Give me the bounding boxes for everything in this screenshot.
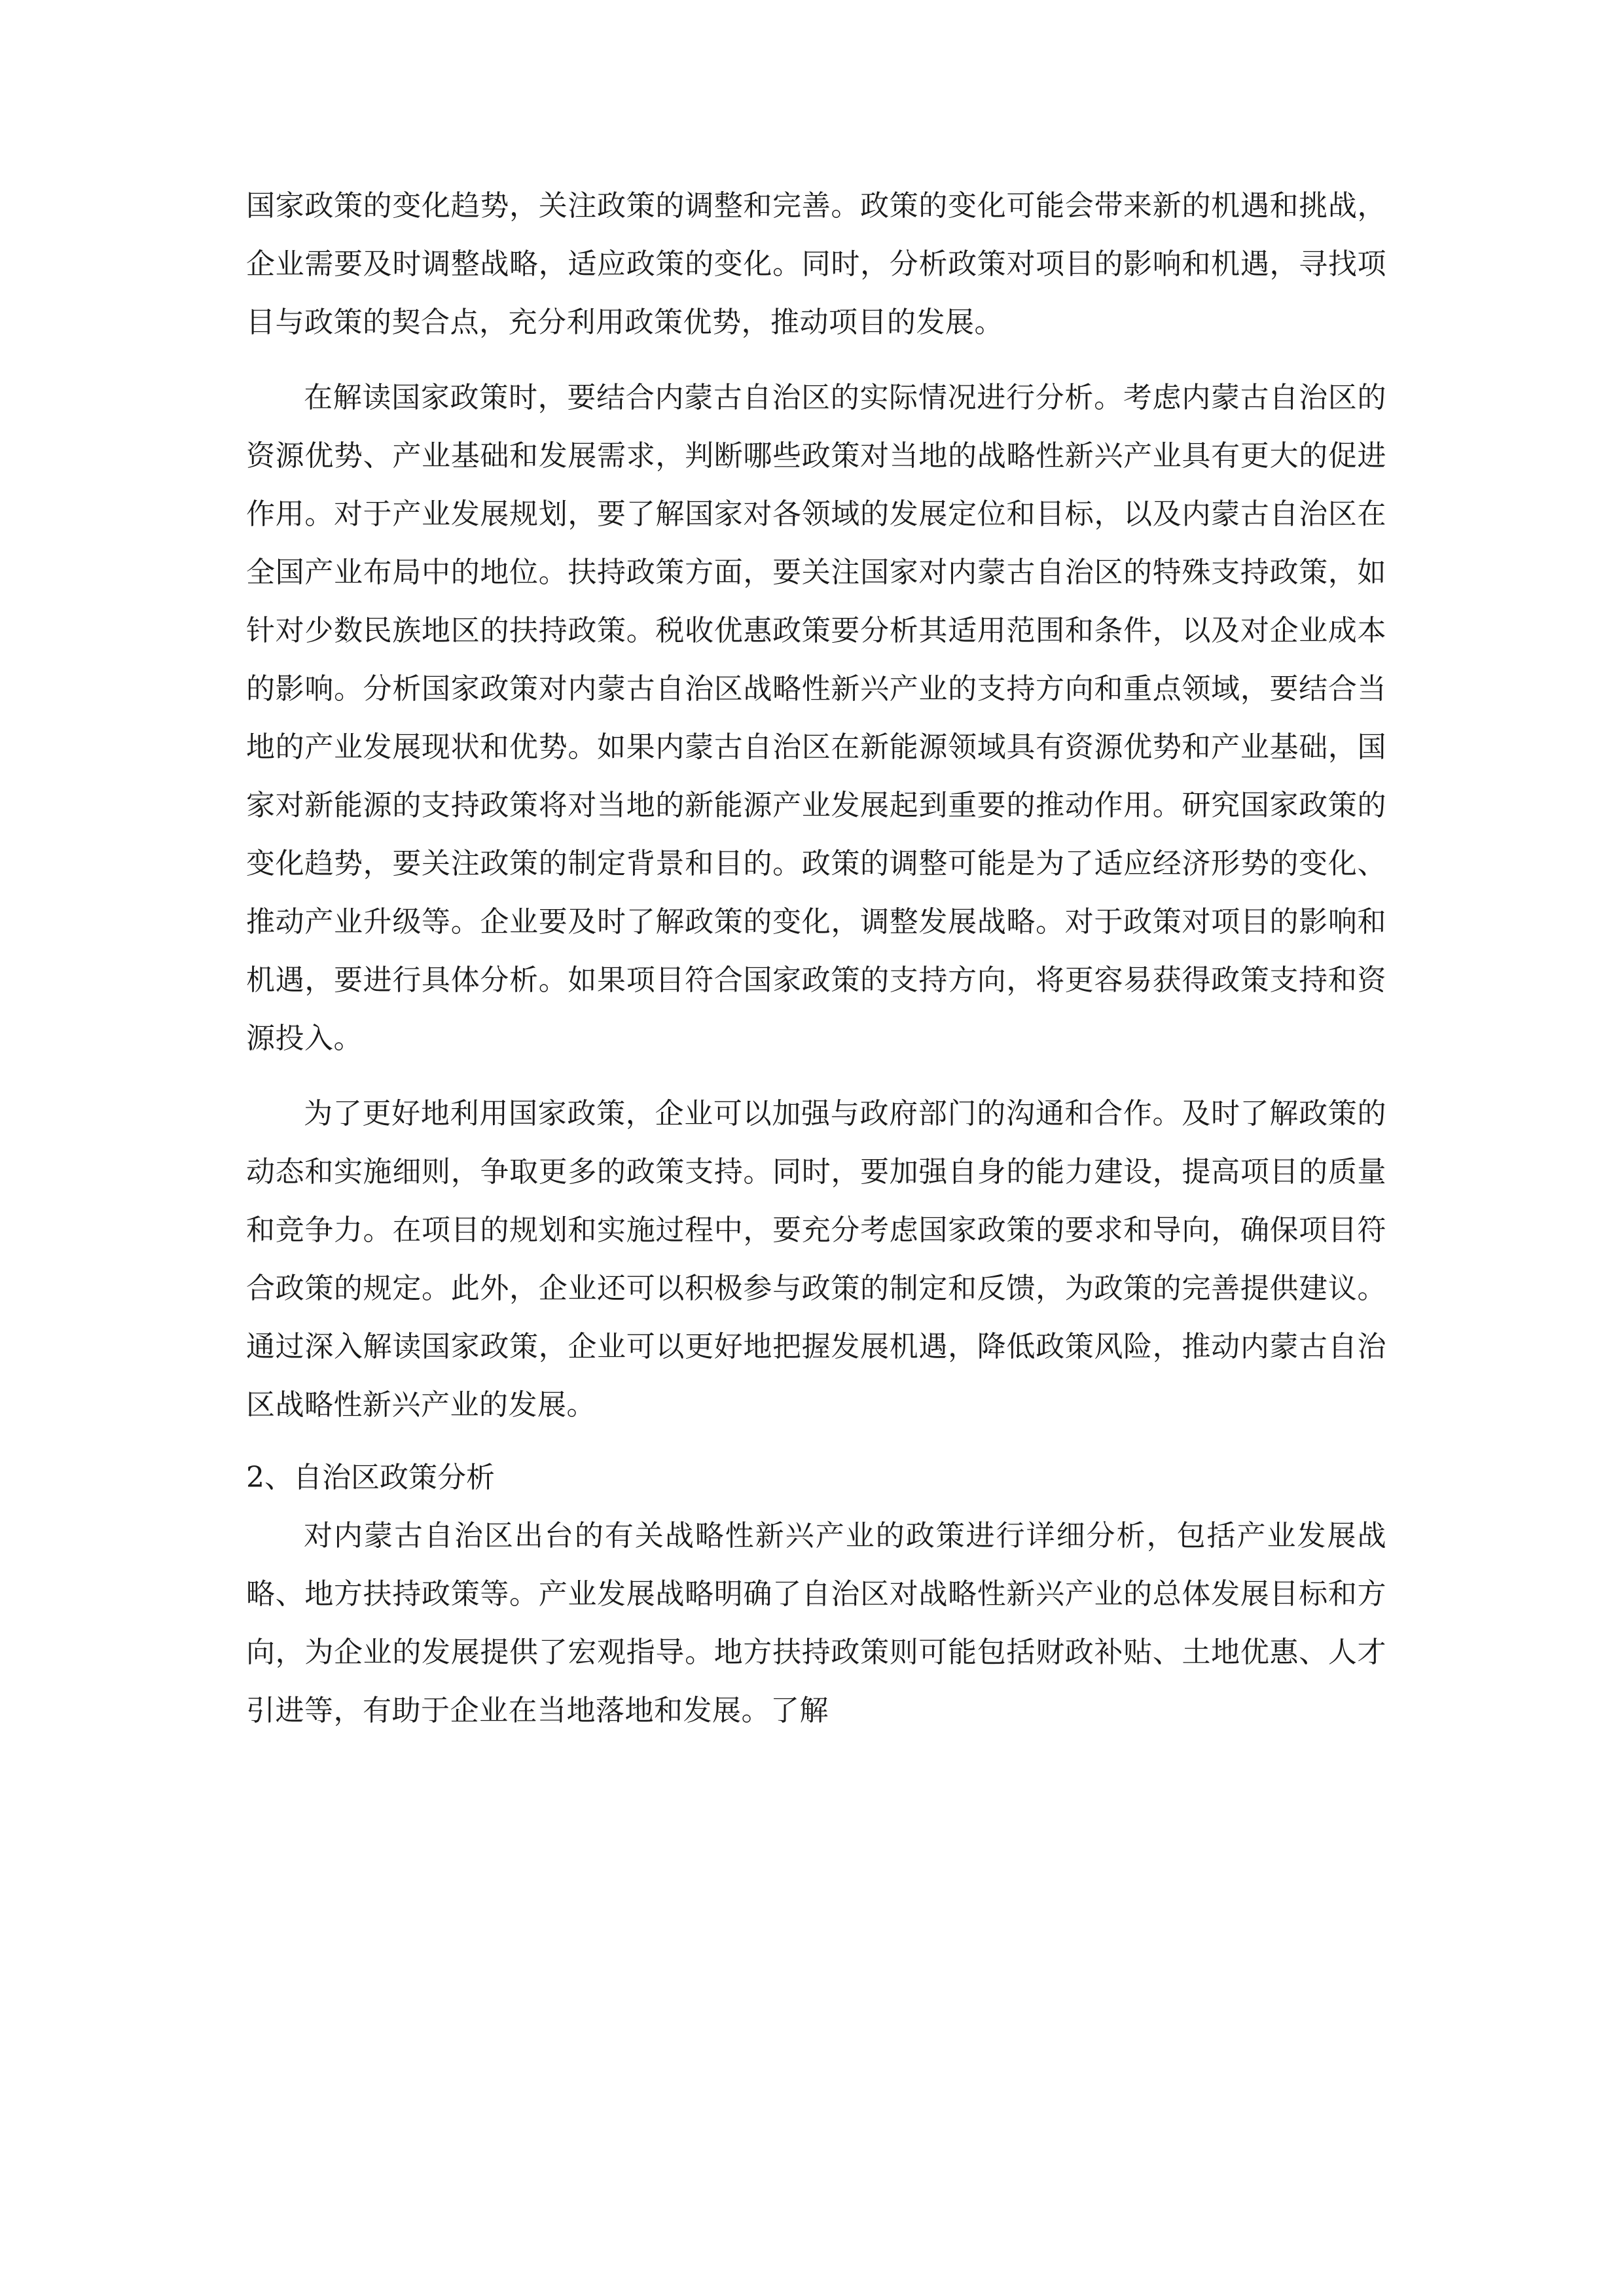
section-heading: 2、自治区政策分析 xyxy=(246,1461,495,1494)
paragraph-policy-trend: 国家政策的变化趋势，关注政策的调整和完善。政策的变化可能会带来新的机遇和挑战，企业需要及时调整战略，适应政策的变化。同时，分析政策对项目的影响和机遇，寻找项目与政策的契合点，充分利用政策优势，推动项目的发展。 xyxy=(246,189,1386,339)
paragraph-interpreting-national-policy: 在解读国家政策时，要结合内蒙古自治区的实际情况进行分析。考虑内蒙古自治区的资源优势、产业基础和发展需求，判断哪些政策对当地的战略性新兴产业具有更大的促进作用。对于产业发展规划，要了解国家对各领域的发展定位和目标，以及内蒙古自治区在全国产业布局中的地位。扶持政策方面，要关注国家对内蒙古自治区的特殊支持政策，如针对少数民族地区的扶持政策。税收优惠政策要分析其适用范围和条件，以及对企业成本的影响。分析国家政策对内蒙古自治区战略性新兴产业的支持方向和重点领域，要结合当地的产业发展现状和优势。如果内蒙古自治区在新能源领域具有资源优势和产业基础，国家对新能源的支持政策将对当地的新能源产业发展起到重要的推动作用。研究国家政策的变化趋势，要关注政策的制定背景和目的。政策的调整可能是为了适应经济形势的变化、推动产业升级等。企业要及时了解政策的变化，调整发展战略。对于政策对项目的影响和机遇，要进行具体分析。如果项目符合国家政策的支持方向，将更容易获得政策支持和资源投入。 xyxy=(246,381,1386,1055)
document-page xyxy=(246,177,1386,1740)
paragraph-regional-policy-analysis: 对内蒙古自治区出台的有关战略性新兴产业的政策进行详细分析，包括产业发展战略、地方扶持政策等。产业发展战略明确了自治区对战略性新兴产业的总体发展目标和方向，为企业的发展提供了宏观指导。地方扶持政策则可能包括财政补贴、土地优惠、人才引进等，有助于企业在当地落地和发展。了解 xyxy=(246,1519,1386,1727)
paragraph-using-national-policy: 为了更好地利用国家政策，企业可以加强与政府部门的沟通和合作。及时了解政策的动态和实施细则，争取更多的政策支持。同时，要加强自身的能力建设，提高项目的质量和竞争力。在项目的规划和实施过程中，要充分考虑国家政策的要求和导向，确保项目符合政策的规定。此外，企业还可以积极参与政策的制定和反馈，为政策的完善提供建议。通过深入解读国家政策，企业可以更好地把握发展机遇，降低政策风险，推动内蒙古自治区战略性新兴产业的发展。 xyxy=(246,1097,1386,1422)
